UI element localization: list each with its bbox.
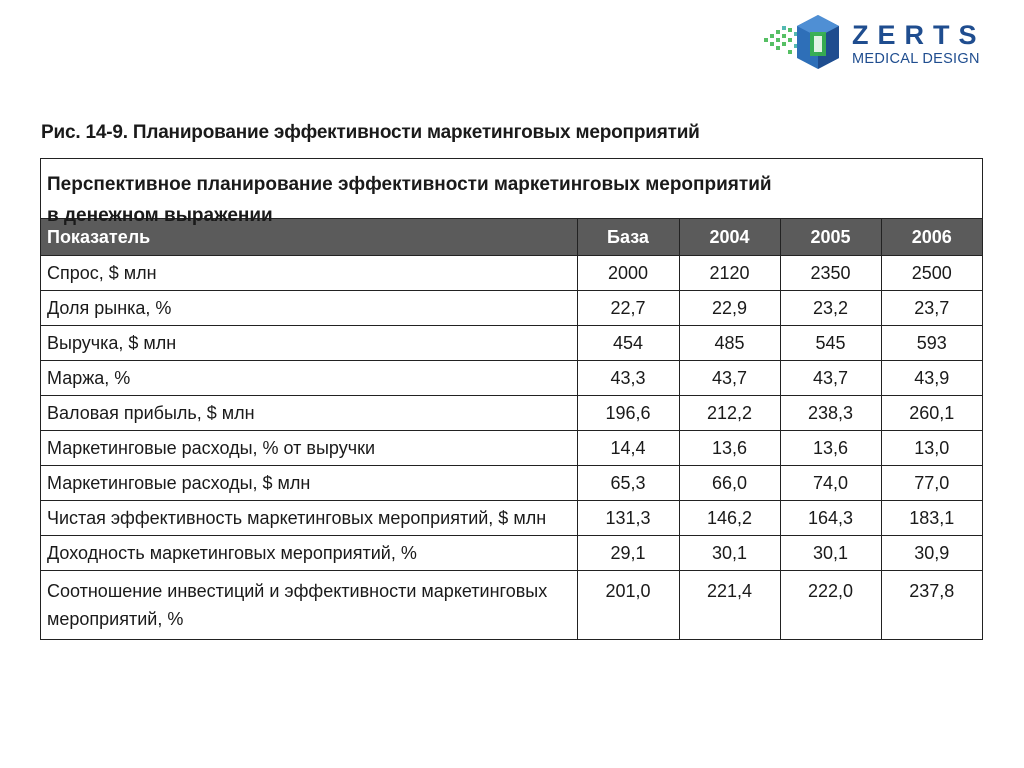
cell-value: 146,2 (679, 501, 780, 536)
cell-value: 13,6 (780, 431, 881, 466)
cell-value: 74,0 (780, 466, 881, 501)
table-title (41, 159, 982, 226)
cell-value: 43,3 (577, 361, 679, 396)
cell-value: 66,0 (679, 466, 780, 501)
hexagon-logo-icon (762, 12, 850, 74)
cell-value: 183,1 (881, 501, 982, 536)
cell-value: 221,4 (679, 571, 780, 640)
marketing-efficiency-table (41, 219, 982, 639)
figure-caption: Рис. 14-9. Планирование эффективности маркетинговых мероприятий (41, 122, 700, 143)
cell-value: 43,9 (881, 361, 982, 396)
row-label: Маркетинговые расходы, $ млн (41, 466, 577, 501)
cell-value: 237,8 (881, 571, 982, 640)
cell-value: 2120 (679, 256, 780, 291)
table-row (41, 466, 982, 501)
cell-value: 65,3 (577, 466, 679, 501)
table-row (41, 431, 982, 466)
cell-value: 454 (577, 326, 679, 361)
row-label: Спрос, $ млн (41, 256, 577, 291)
cell-value: 43,7 (679, 361, 780, 396)
data-table-container (40, 158, 983, 640)
header-indicator: Показатель (41, 219, 577, 256)
cell-value: 201,0 (577, 571, 679, 640)
cell-value: 43,7 (780, 361, 881, 396)
row-label: Выручка, $ млн (41, 326, 577, 361)
header-2006: 2006 (881, 219, 982, 256)
cell-value: 260,1 (881, 396, 982, 431)
cell-value: 29,1 (577, 536, 679, 571)
cell-value: 131,3 (577, 501, 679, 536)
row-label: Маржа, % (41, 361, 577, 396)
cell-value: 30,1 (679, 536, 780, 571)
cell-value: 2000 (577, 256, 679, 291)
row-label: Доходность маркетинговых мероприятий, % (41, 536, 577, 571)
table-row (41, 256, 982, 291)
table-title-line-2: в денежном выражении (47, 205, 273, 226)
header-2005: 2005 (780, 219, 881, 256)
cell-value: 212,2 (679, 396, 780, 431)
table-row (41, 501, 982, 536)
table-title-line-1: Перспективное планирование эффективности маркетинговых мероприятий (47, 174, 772, 195)
row-label: Соотношение инвестиций и эффективности маркетинговых мероприятий, % (41, 571, 577, 640)
logo-wordmark: ZERTS (852, 20, 986, 50)
cell-value: 23,2 (780, 291, 881, 326)
row-label: Валовая прибыль, $ млн (41, 396, 577, 431)
cell-value: 13,6 (679, 431, 780, 466)
cell-value: 14,4 (577, 431, 679, 466)
cell-value: 23,7 (881, 291, 982, 326)
header-2004: 2004 (679, 219, 780, 256)
row-label: Чистая эффективность маркетинговых мероприятий, $ млн (41, 501, 577, 536)
cell-value: 593 (881, 326, 982, 361)
cell-value: 222,0 (780, 571, 881, 640)
logo-subtitle: MEDICAL DESIGN (852, 51, 980, 67)
table-row (41, 291, 982, 326)
cell-value: 2350 (780, 256, 881, 291)
cell-value: 545 (780, 326, 881, 361)
cell-value: 238,3 (780, 396, 881, 431)
table-row (41, 361, 982, 396)
header-base: База (577, 219, 679, 256)
cell-value: 22,7 (577, 291, 679, 326)
cell-value: 196,6 (577, 396, 679, 431)
table-row (41, 326, 982, 361)
cell-value: 22,9 (679, 291, 780, 326)
row-label: Доля рынка, % (41, 291, 577, 326)
cell-value: 30,1 (780, 536, 881, 571)
brand-logo (762, 12, 1012, 74)
cell-value: 2500 (881, 256, 982, 291)
cell-value: 13,0 (881, 431, 982, 466)
row-label: Маркетинговые расходы, % от выручки (41, 431, 577, 466)
cell-value: 30,9 (881, 536, 982, 571)
table-row (41, 571, 982, 640)
cell-value: 77,0 (881, 466, 982, 501)
cell-value: 485 (679, 326, 780, 361)
table-row (41, 536, 982, 571)
cell-value: 164,3 (780, 501, 881, 536)
table-row (41, 396, 982, 431)
